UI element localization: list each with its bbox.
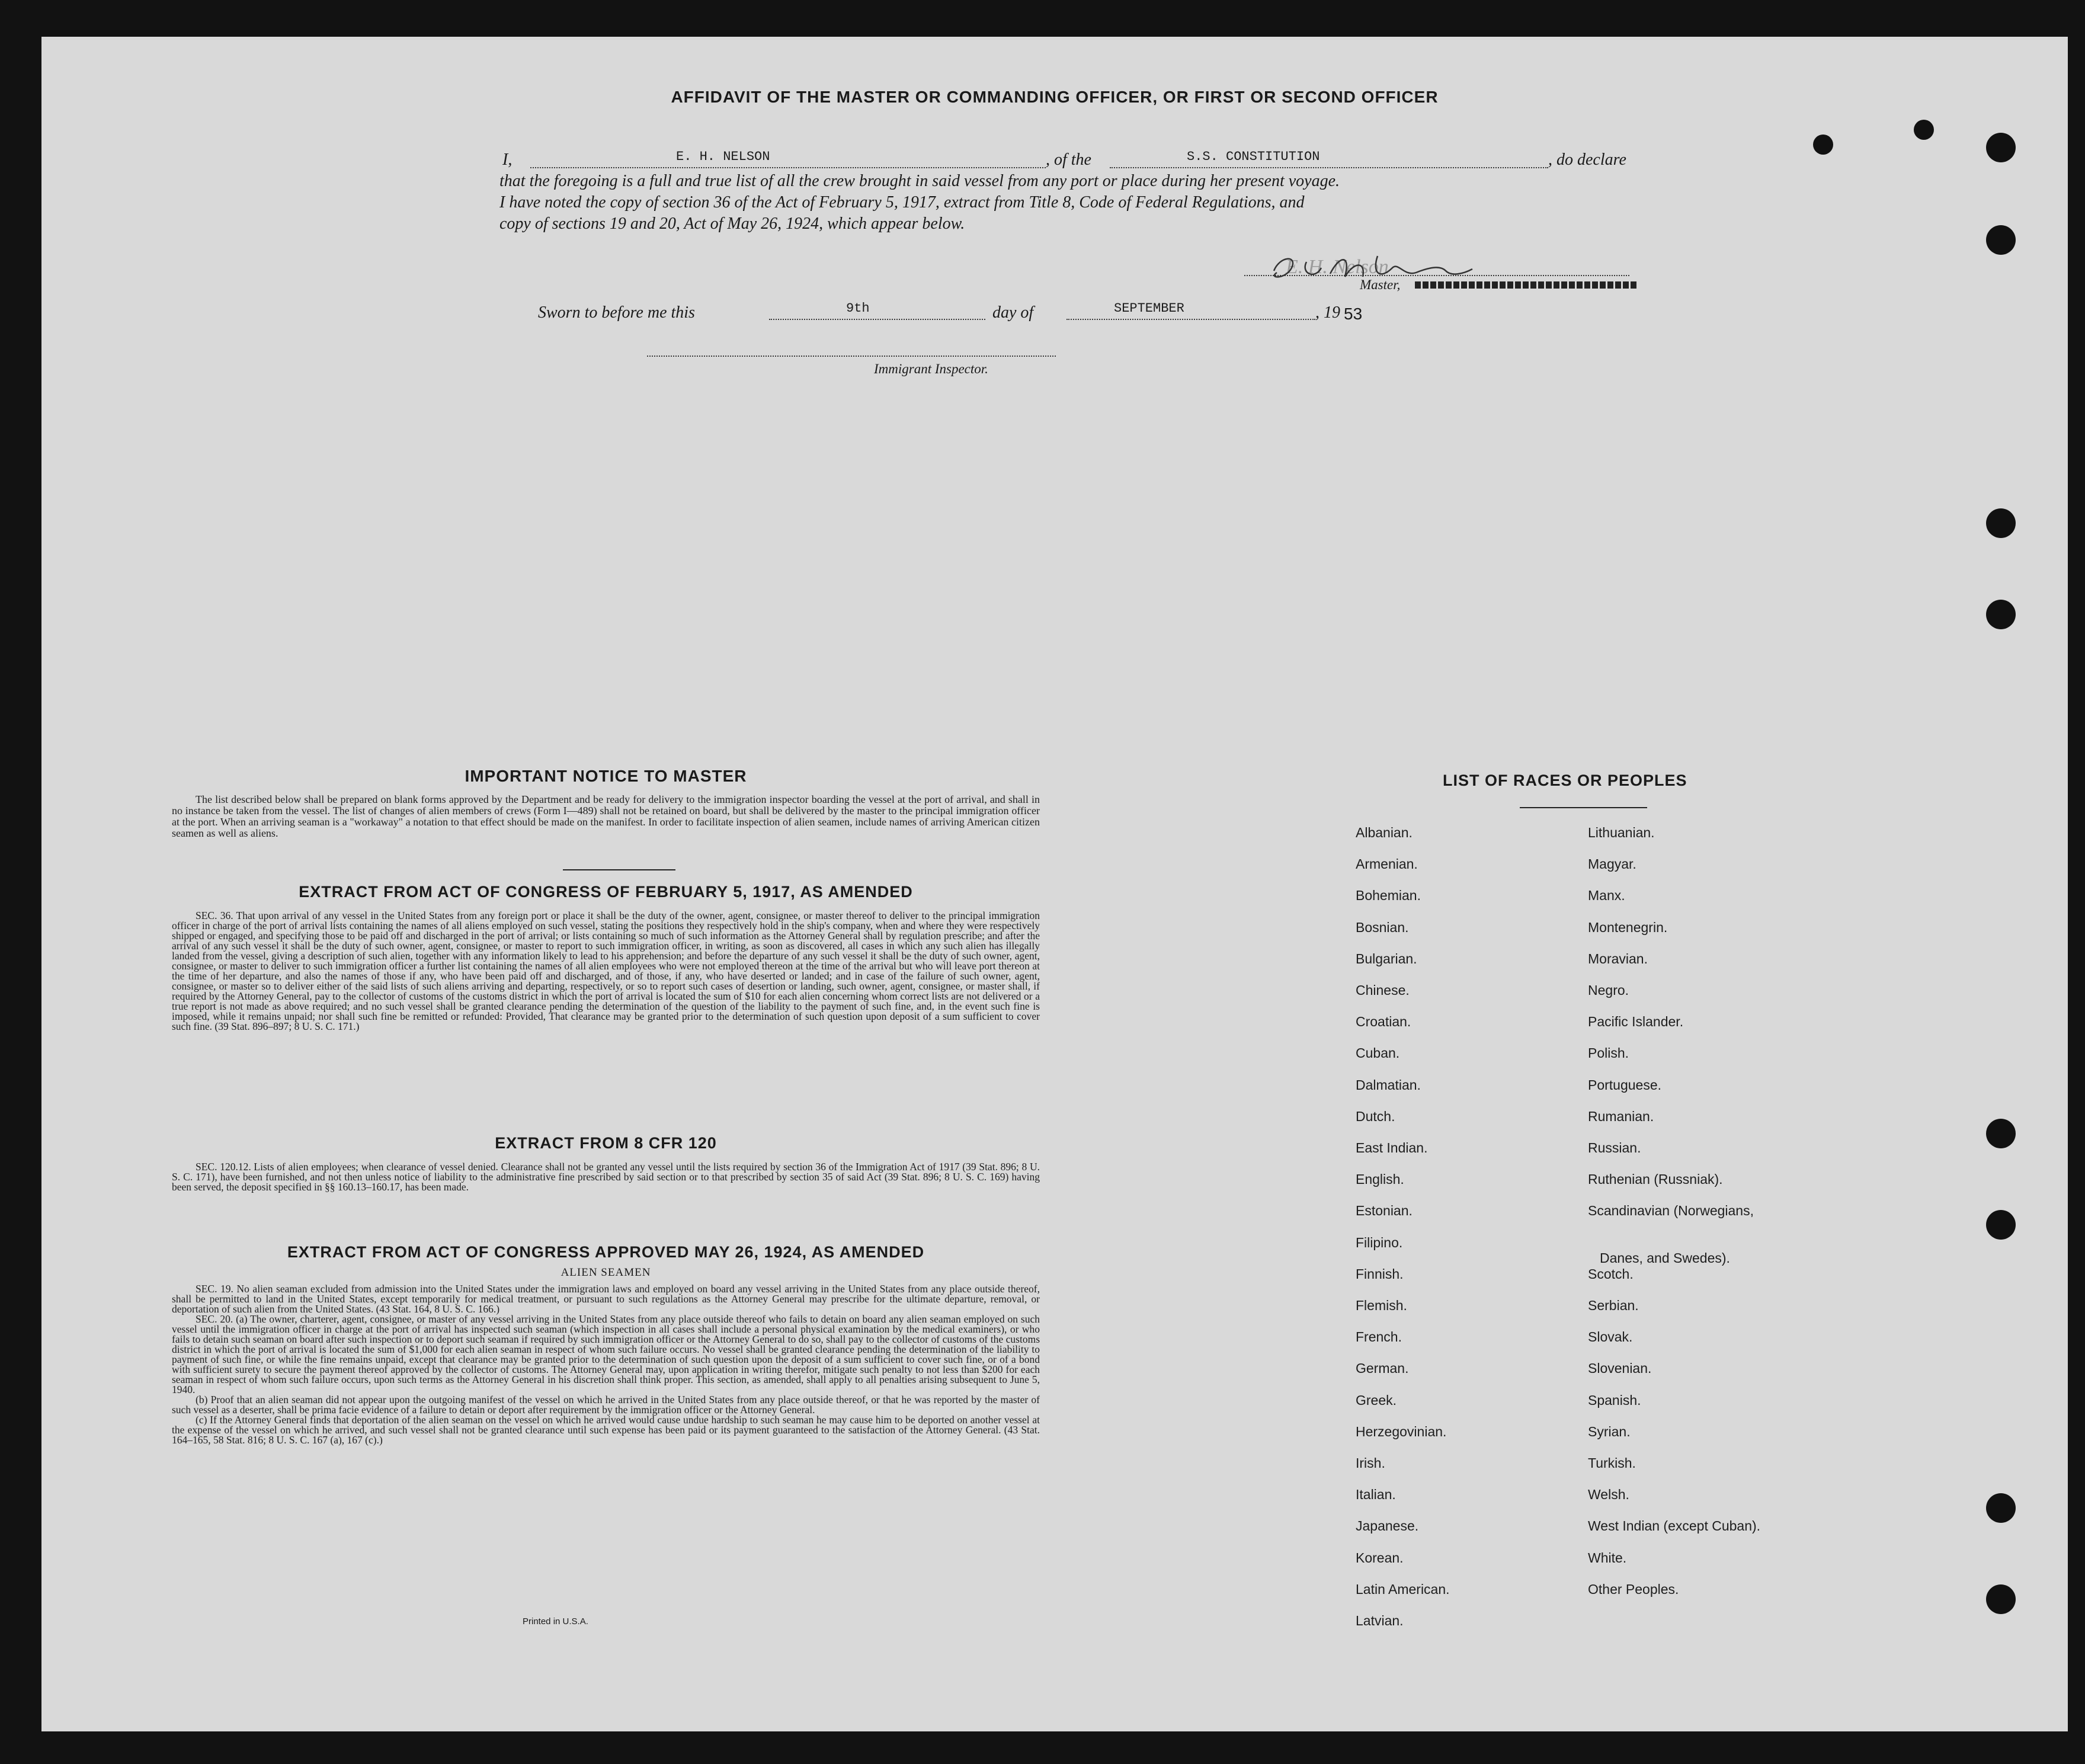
- sworn-month-field: [1066, 301, 1315, 320]
- race-item: Greek.: [1356, 1392, 1397, 1408]
- signature-line: [1244, 275, 1629, 276]
- race-item: Dalmatian.: [1356, 1077, 1421, 1093]
- race-item: Armenian.: [1356, 856, 1418, 872]
- race-item: Other Peoples.: [1588, 1581, 1679, 1597]
- race-item: Scandinavian (Norwegians,: [1588, 1203, 1754, 1219]
- race-item: Dutch.: [1356, 1108, 1395, 1124]
- extract-1924-body: [172, 1284, 1040, 1445]
- race-item: Bulgarian.: [1356, 950, 1417, 966]
- sec20c-paragraph: (c) If the Attorney General finds that deportation of the alien seaman on the vessel on which he arrived would cause undue hardship to such seaman he may cause him to be deported on another vessel at the expense of the vessel on which he arrived, and such vessel shall not be granted clearance until such expense has been paid or its payment guaranteed to the satisfaction of the Attorney General. (43 Stat. 164–165, 58 Stat. 816; 8 U. S. C. 167 (a), 167 (c).): [172, 1414, 1040, 1446]
- binding-hole: [1986, 1119, 2016, 1148]
- binding-hole: [1986, 508, 2016, 538]
- sec20b-paragraph: (b) Proof that an alien seaman did not appear upon the outgoing manifest of the vessel on which he arrived in the United States from any place outside thereof, or that he was reported by the master of such vessel as a deserter, shall be prima facie evidence of a failure to detain or deport after requirement by the immigration officer or the Attorney General.: [172, 1394, 1040, 1416]
- race-item: Spanish.: [1588, 1392, 1641, 1408]
- race-item: Albanian.: [1356, 825, 1413, 840]
- race-item: Irish.: [1356, 1455, 1385, 1471]
- master-label: Master,: [1360, 277, 1401, 292]
- vessel-name-value: S.S. CONSTITUTION: [1187, 149, 1320, 164]
- race-item: Russian.: [1588, 1140, 1641, 1155]
- race-item: Portuguese.: [1588, 1077, 1662, 1093]
- extract-1924-section: [172, 1243, 1040, 1445]
- race-item: Cuban.: [1356, 1045, 1400, 1061]
- race-item: Chinese.: [1356, 982, 1410, 998]
- crossed-out-title: [1415, 280, 1637, 290]
- day-of-label: day of: [992, 303, 1034, 322]
- binding-hole: [1986, 1584, 2016, 1614]
- race-item: Welsh.: [1588, 1487, 1629, 1503]
- extract-cfr-paragraph: SEC. 120.12. Lists of alien employees; when clearance of vessel denied. Clearance shall not be granted any vessel until the lists required by section 36 of the Immigration Act of 1917 (39 Stat. 896; 8 U. S. C. 171), have been furnished, and not then unless notice of liability to the administrative fine prescribed by said section or to that prescribed by section 35 of said Act (39 Stat. 896; 8 U. S. C. 169) having been served, the deposit specified in §§ 160.13–160.17, has been made.: [172, 1161, 1040, 1193]
- binding-hole: [1986, 1210, 2016, 1240]
- race-item: Italian.: [1356, 1487, 1396, 1503]
- race-item: Montenegrin.: [1588, 919, 1668, 935]
- document-sheet: [41, 37, 2068, 1731]
- race-item: Herzegovinian.: [1356, 1423, 1447, 1439]
- extract-cfr-title: EXTRACT FROM 8 CFR 120: [495, 1134, 717, 1152]
- inspector-signature-line: [647, 356, 1056, 357]
- race-item: French.: [1356, 1329, 1402, 1345]
- races-divider: [1520, 807, 1647, 808]
- race-item: White.: [1588, 1549, 1627, 1565]
- year-suffix: 53: [1344, 305, 1363, 323]
- extract-1917-body: [172, 911, 1040, 1032]
- race-item: Filipino.: [1356, 1234, 1403, 1250]
- sworn-day-value: 9th: [846, 301, 870, 316]
- race-item: Bohemian.: [1356, 888, 1421, 904]
- extract-1924-title: EXTRACT FROM ACT OF CONGRESS APPROVED MAY 26, 1924, AS AMENDED: [287, 1243, 925, 1261]
- race-item: East Indian.: [1356, 1140, 1428, 1155]
- race-item: Serbian.: [1588, 1298, 1639, 1313]
- race-item: Manx.: [1588, 888, 1625, 904]
- race-item: Rumanian.: [1588, 1108, 1654, 1124]
- binding-hole: [1986, 133, 2016, 162]
- race-item: Flemish.: [1356, 1298, 1407, 1313]
- race-item: Korean.: [1356, 1549, 1404, 1565]
- affidavit-line-2: that the foregoing is a full and true list of all the crew brought in said vessel from any port or place during her present voyage.: [499, 172, 1340, 190]
- extract-1917-section: [172, 883, 1040, 1032]
- printed-in-usa: Printed in U.S.A.: [523, 1616, 588, 1627]
- binding-hole: [1986, 225, 2016, 255]
- sworn-label: Sworn to before me this: [538, 303, 695, 322]
- binding-hole: [1914, 120, 1934, 140]
- race-item: Bosnian.: [1356, 919, 1409, 935]
- race-item: Danes, and Swedes).: [1600, 1250, 1730, 1266]
- do-declare-label: , do declare: [1548, 151, 1626, 169]
- extract-1917-paragraph: SEC. 36. That upon arrival of any vessel in the United States from any foreign port or place it shall be the duty of the owner, agent, consignee, or master thereof to deliver to the principal immigration officer in charge of the port of arrival lists containing the names of all aliens employed on such vessel, stating the positions they respectively hold in the ship's company, when and where they were respectively shipped or engaged, and specifying those to be paid off and discharged in the port of arrival; or lists containing so much of such information as the Attorney General shall by regulation prescribe; and after the arrival of any such vessel it shall be the duty of such owner, agent, consignee, or master to report to such immigration officer, in writing, as soon as discovered, all cases in which any such alien has illegally landed from the vessel, giving a description of such alien, together with any information likely to lead to his apprehension; and before the departure of any such vessel it shall be the duty of such owner, agent, consignee, or master to deliver to such immigration officer a further list containing the names of all alien employees who were not employed thereon at the time of the arrival but who will leave port thereon at the time of her departure, and also the names of those if any, who have been paid off and discharged, and of those, if any, who have deserted or landed; and in case of the failure of such owner, agent, consignee, or master so to deliver either of the said lists of such aliens arriving and departing, respectively, or so to report such cases of desertion or landing, such owner, agent, consignee, or master shall, if required by the Attorney General, pay to the collector of customs of the customs district in which the port of arrival is located the sum of $10 for each alien concerning whom correct lists are not delivered or a true report is not made as above required; and no such vessel shall be granted clearance pending the determination of the question of the liability to the payment of such fine, and, in the event such fine is imposed, while it remains unpaid; nor shall such fine be remitted or refunded: Provided, That clearance may be granted prior to the determination of such question upon deposit of a sum sufficient to cover such fine. (39 Stat. 896–897; 8 U. S. C. 171.): [172, 910, 1040, 1032]
- extract-1924-subtitle: ALIEN SEAMEN: [561, 1266, 651, 1279]
- i-label: I,: [502, 151, 513, 169]
- notice-section: [172, 767, 1040, 839]
- race-item: Slovenian.: [1588, 1360, 1652, 1376]
- race-item: English.: [1356, 1171, 1404, 1187]
- races-title: LIST OF RACES OR PEOPLES: [1443, 771, 1687, 789]
- race-item: Scotch.: [1588, 1266, 1634, 1282]
- affidavit-line-4: copy of sections 19 and 20, Act of May 26, 1924, which appear below.: [499, 215, 965, 233]
- officer-name-field: [530, 149, 1046, 168]
- race-item: Magyar.: [1588, 856, 1636, 872]
- inspector-label: Immigrant Inspector.: [874, 361, 988, 376]
- sworn-month-value: SEPTEMBER: [1114, 301, 1184, 316]
- race-item: West Indian (except Cuban).: [1588, 1518, 1761, 1534]
- of-the-label: , of the: [1046, 151, 1091, 169]
- notice-title: IMPORTANT NOTICE TO MASTER: [465, 767, 747, 785]
- officer-name-value: E. H. NELSON: [676, 149, 770, 164]
- binding-hole: [1986, 1493, 2016, 1523]
- affidavit-title: AFFIDAVIT OF THE MASTER OR COMMANDING OFFICER, OR FIRST OR SECOND OFFICER: [671, 88, 1439, 106]
- extract-cfr-section: [172, 1134, 1040, 1192]
- race-item: German.: [1356, 1360, 1409, 1376]
- sworn-day-field: [769, 301, 985, 320]
- race-item: Pacific Islander.: [1588, 1014, 1684, 1030]
- race-item: Ruthenian (Russniak).: [1588, 1171, 1723, 1187]
- race-item: Polish.: [1588, 1045, 1629, 1061]
- binding-hole: [1986, 600, 2016, 629]
- sec20a-paragraph: SEC. 20. (a) The owner, charterer, agent, consignee, or master of any vessel arriving in the United States from any place outside thereof who fails to detain on board any alien seaman employed on such vessel until the immigration officer in charge at the port of arrival has inspected such seaman (which inspection in all cases shall include a personal physical examination by the medical examiners), or who fails to detain such seaman on board after such inspection or to deport such seaman if required by such immigration officer or the Attorney General to do so, shall pay to the collector of customs of the customs district in which the port of arrival is located the sum of $1,000 for each alien seaman in respect of whom such failure occurs. No vessel shall be granted clearance pending the determination of the liability to payment of such fine, or while the fine remains unpaid, except that clearance may be granted prior to the determination of such question upon the deposit of a sum sufficient to cover such fine, or of a bond with sufficient surety to secure the payment thereof approved by the collector of customs. The Attorney General may, upon application in writing therefor, mitigate such penalty to not less than $200 for each seaman in respect of whom such failure occurs, upon such terms as the Attorney General in his discretion shall think proper. This section, as amended, shall apply to all penalties arising subsequent to June 5, 1940.: [172, 1313, 1040, 1395]
- race-item: Croatian.: [1356, 1014, 1411, 1030]
- divider: [563, 869, 675, 870]
- race-item: Estonian.: [1356, 1203, 1413, 1219]
- extract-cfr-body: [172, 1162, 1040, 1192]
- race-item: Finnish.: [1356, 1266, 1404, 1282]
- notice-paragraph: The list described below shall be prepared on blank forms approved by the Department and be ready for delivery to the immigration inspector boarding the vessel at the port of arrival, and shall in no instance be taken from the vessel. The list of changes of alien members of crews (Form I—489) shall not be retained on board, but shall be delivered by the master to the principal immigration officer at the port. When an arriving seaman is a "workaway" a notation to that effect should be made on the manifest. In order to facilitate inspection of alien seamen, include names of arriving American citizen seamen as well as aliens.: [172, 793, 1040, 839]
- year-prefix: , 19: [1315, 303, 1340, 322]
- vessel-name-field: [1110, 149, 1548, 168]
- race-item: Moravian.: [1588, 950, 1648, 966]
- sec19-paragraph: SEC. 19. No alien seaman excluded from admission into the United States under the immigration laws and employed on board any vessel arriving in the United States from any place outside thereof, shall be permitted to land in the United States, except temporarily for medical treatment, or pursuant to such regulations as the Attorney General may prescribe for the ultimate departure, removal, or deportation of such alien from the United States. (43 Stat. 164, 8 U. S. C. 166.): [172, 1283, 1040, 1315]
- race-item: Turkish.: [1588, 1455, 1636, 1471]
- race-item: Lithuanian.: [1588, 825, 1655, 840]
- race-item: Latin American.: [1356, 1581, 1450, 1597]
- binding-hole: [1813, 135, 1833, 155]
- affidavit-line-3: I have noted the copy of section 36 of the Act of February 5, 1917, extract from Title 8, Code of Federal Regulations, and: [499, 193, 1305, 212]
- race-item: Syrian.: [1588, 1423, 1631, 1439]
- race-item: Latvian.: [1356, 1613, 1404, 1628]
- extract-1917-title: EXTRACT FROM ACT OF CONGRESS OF FEBRUARY 5, 1917, AS AMENDED: [299, 883, 913, 901]
- race-item: Japanese.: [1356, 1518, 1419, 1534]
- race-item: Slovak.: [1588, 1329, 1633, 1345]
- notice-body: [172, 794, 1040, 839]
- signature-text: E. H. Nelson: [1286, 256, 1389, 278]
- race-item: Negro.: [1588, 982, 1629, 998]
